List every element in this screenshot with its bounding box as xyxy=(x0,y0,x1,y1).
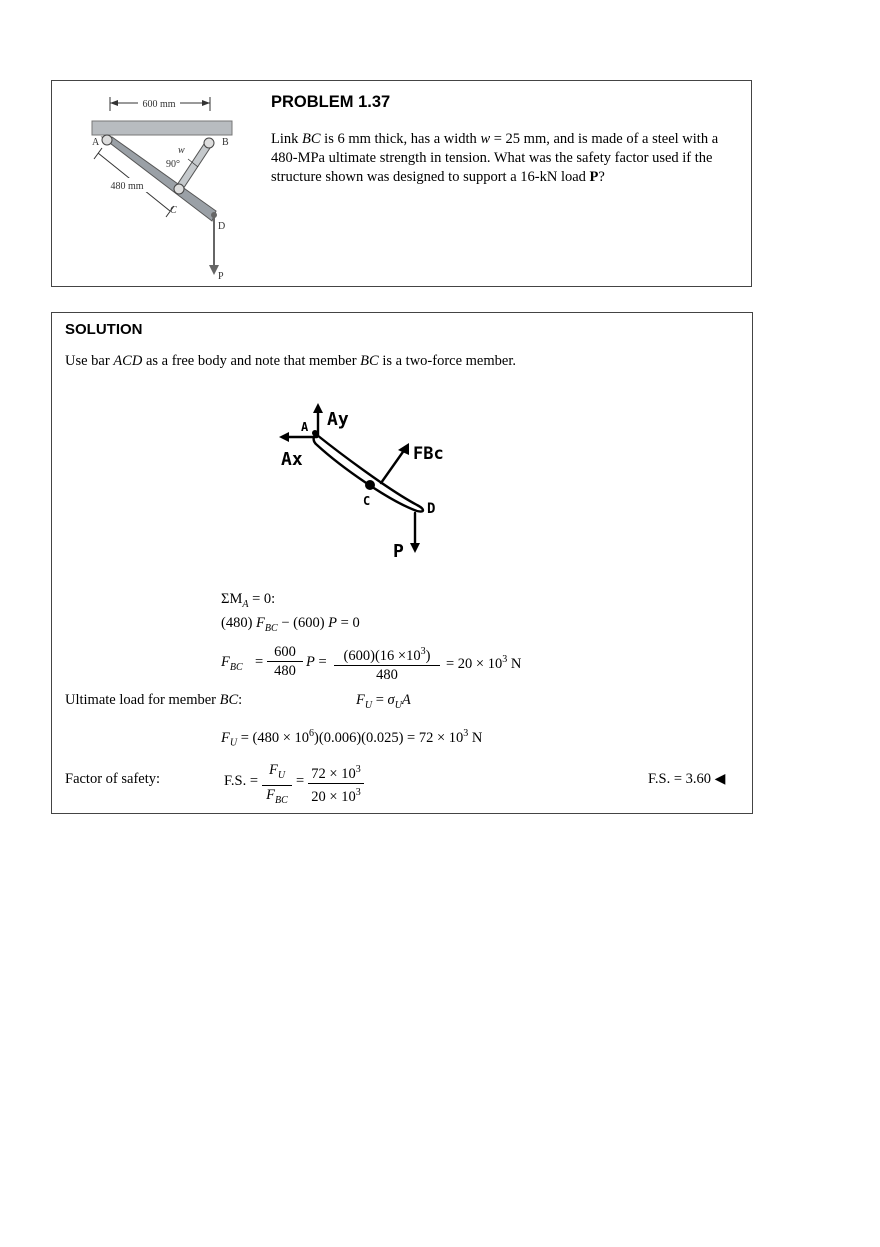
solution-box xyxy=(51,312,753,814)
fbd-label-c: C xyxy=(363,494,371,508)
support-beam xyxy=(92,121,232,135)
eq-ultimate-value: $F_U = (480 \times 10^6)(0.006)(0.025) = 72 \times 10^3$ N xyxy=(221,728,483,749)
final-answer: F.S. = 3.60 ◀ xyxy=(648,771,726,787)
mechanism-figure xyxy=(88,93,288,283)
eq-fs-fraction-1: $F_U$ $F_{BC}$ xyxy=(262,761,292,810)
eq-fbc-fraction-2: $\frac{(600)(16 \times 10^3)}{480}$ xyxy=(334,643,440,684)
eq-ultimate-definition: $F_U = \sigma_UA$ xyxy=(356,692,411,711)
eq-fs-equals: = xyxy=(296,773,305,789)
eq-fs-lhs: F.S. = xyxy=(224,773,259,789)
fbd-label-a: A xyxy=(301,420,309,434)
problem-box xyxy=(51,80,752,287)
free-body-diagram xyxy=(277,401,477,561)
eq-sum-moments: $\Sigma M_A = 0$: xyxy=(221,591,276,610)
label-p: P xyxy=(218,271,224,282)
eq-fbc-equals-1: = xyxy=(255,654,264,670)
fbd-label-ax: Ax xyxy=(281,449,303,470)
eq-fbc-p: P = xyxy=(306,654,327,670)
solution-intro: Use bar ACD as a free body and note that member BC is a two-force member. xyxy=(65,353,516,369)
problem-statement: Link BC is 6 mm thick, has a width w = 25 mm, and is made of a steel with a 480-MPa ultimate strength in tension. What was the safety factor used if the structure shown was designed to support a 16-kN load P? xyxy=(271,131,719,185)
eq-moment-balance: (480) $F_{BC} - (600) P = 0$ xyxy=(221,615,360,634)
dim-top-label: 600 mm xyxy=(142,99,176,110)
eq-fbc-lhs: $F_{BC}$ xyxy=(221,654,243,673)
fbd-label-ay: Ay xyxy=(327,409,349,430)
fbd-label-fbc: FBc xyxy=(413,444,444,464)
problem-title: PROBLEM 1.37 xyxy=(271,93,391,111)
eq-fbc-result: = $20 \times 10^3$ N xyxy=(446,654,522,672)
angle-label: 90° xyxy=(166,159,180,170)
label-a: A xyxy=(92,137,100,148)
fbd-label-p: P xyxy=(393,541,404,561)
label-d: D xyxy=(218,221,226,232)
eq-fs-fraction-2: $\frac{72 \times 10^3}{20 \times 10^3}$ xyxy=(308,761,364,806)
width-w-label: w xyxy=(178,145,185,156)
ultimate-load-label: Ultimate load for member BC: xyxy=(65,692,243,708)
label-c: C xyxy=(170,205,177,216)
factor-of-safety-label: Factor of safety: xyxy=(65,771,161,787)
solution-title: SOLUTION xyxy=(65,321,143,338)
eq-fbc-fraction-1: $\frac{600}{480}$ xyxy=(267,643,303,680)
dim-left-label: 480 mm xyxy=(110,181,144,192)
fbd-label-d: D xyxy=(427,501,436,517)
answer-marker-icon: ◀ xyxy=(714,771,726,787)
label-b: B xyxy=(222,137,229,148)
